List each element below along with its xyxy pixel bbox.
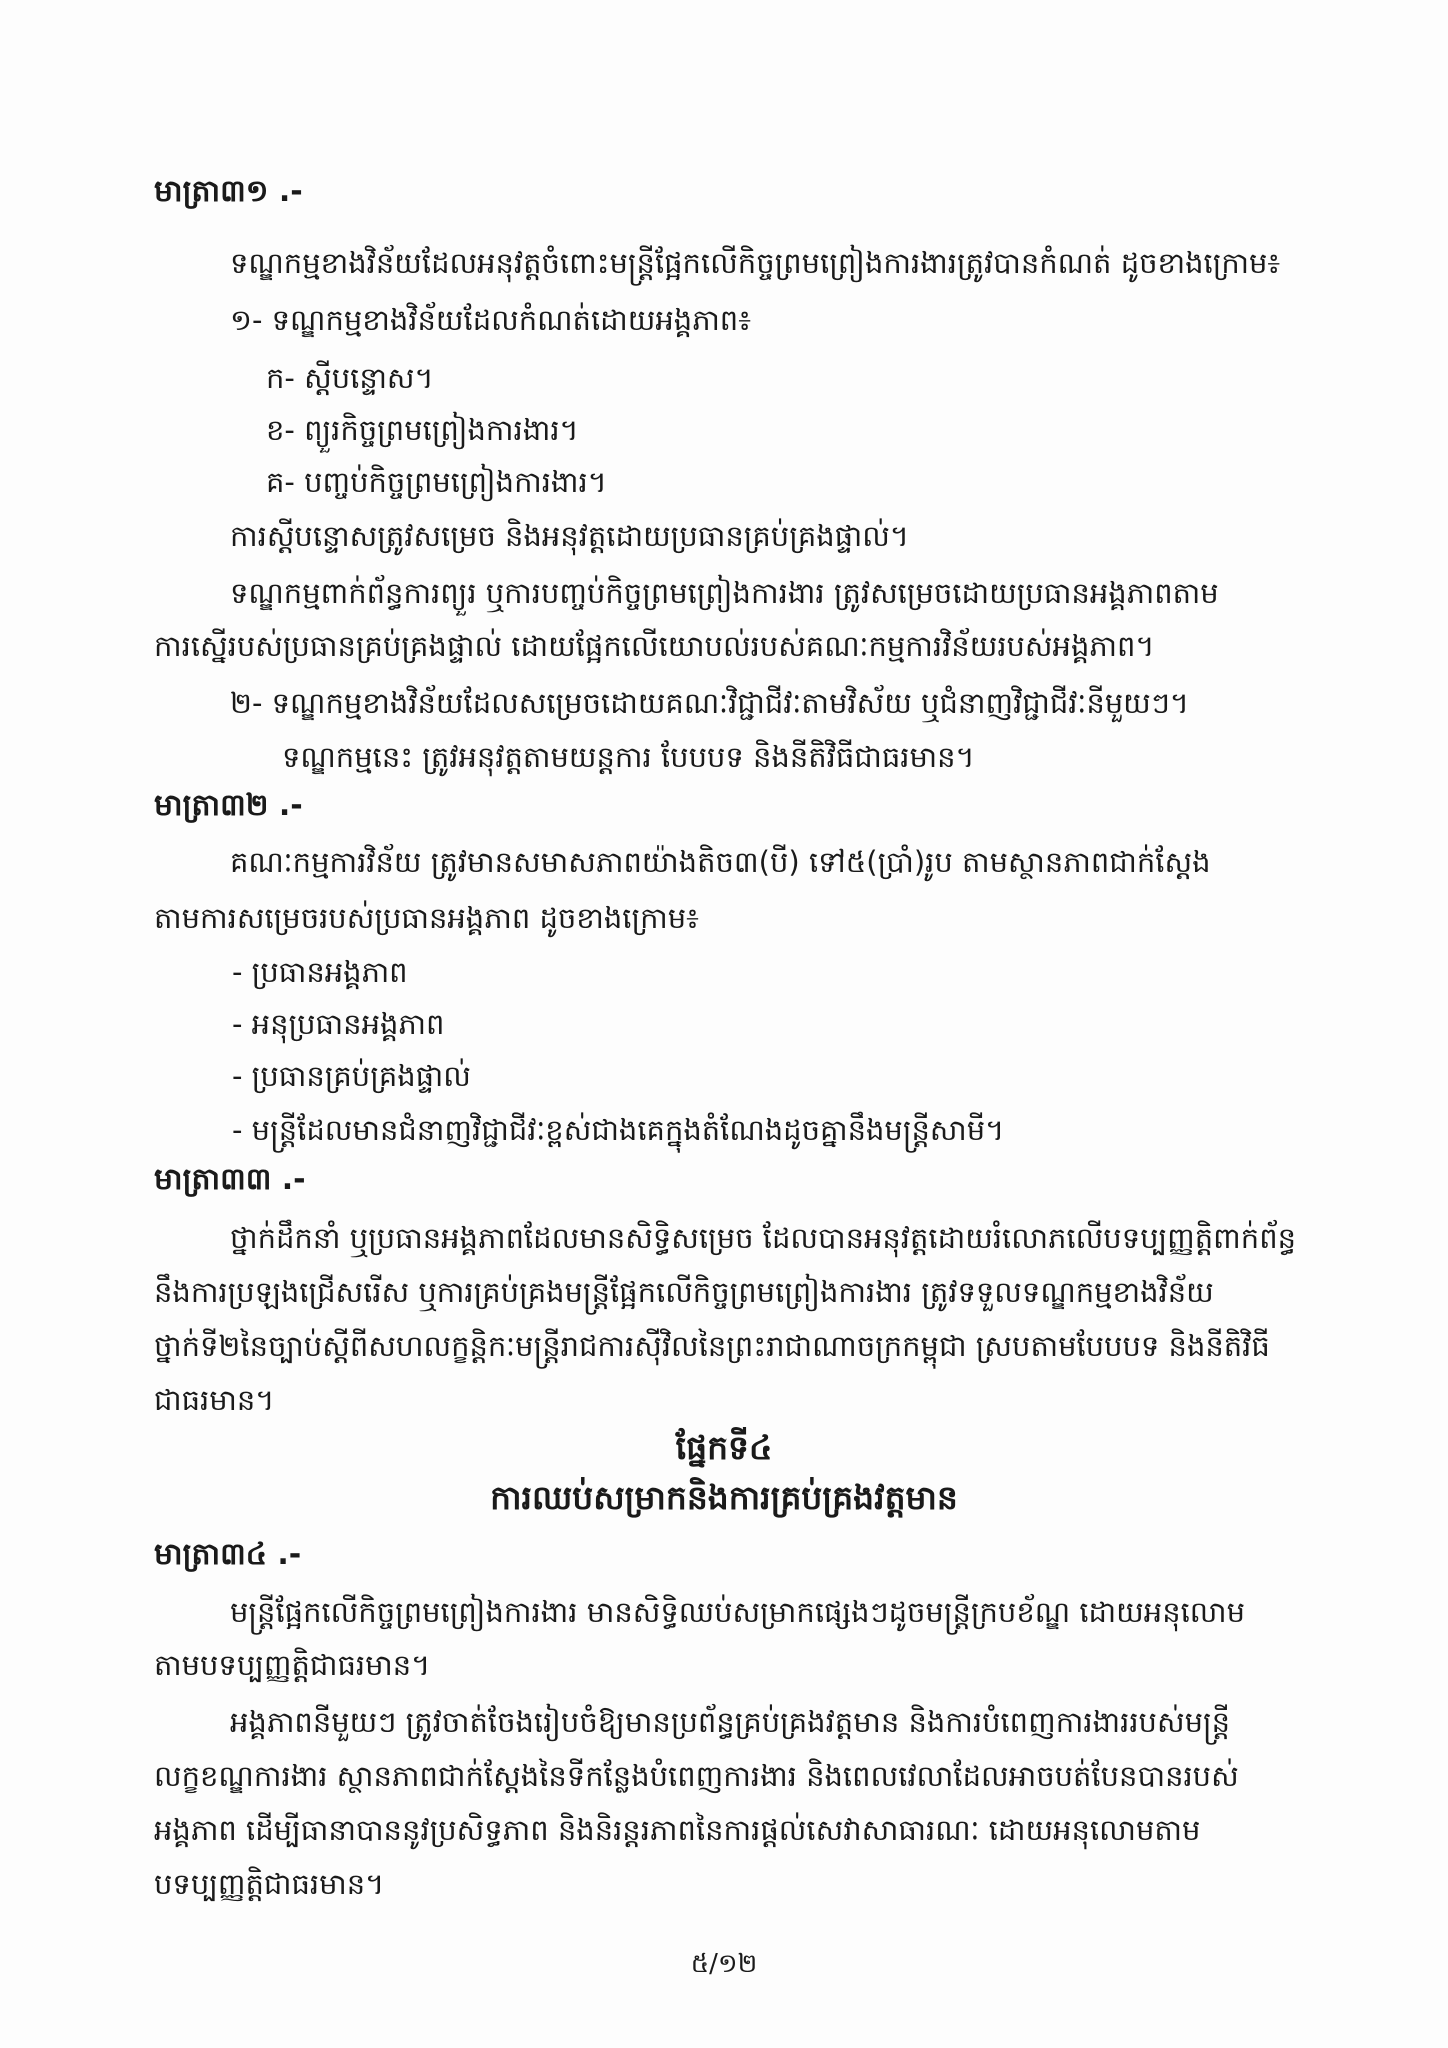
article-33-line: ជាធរមាន។ xyxy=(154,1383,275,1417)
article-34-para-2-line: បទប្បញ្ញត្តិជាធរមាន។ xyxy=(154,1867,385,1901)
article-31-sub-a: ក- ស្តីបន្ទោស។ xyxy=(266,361,434,395)
article-34-para-1-line-1: មន្ត្រីផ្អែកលើកិច្ចព្រមព្រៀងការងារ មានសិទ្ធិឈប់សម្រាកផ្សេងៗដូចមន្ត្រីក្របខ័ណ្ឌ ដោយអនុលោម xyxy=(230,1595,1246,1629)
article-32-member: - អនុប្រធានអង្គភាព xyxy=(232,1007,445,1041)
article-31-heading: មាត្រា៣១ .- xyxy=(154,174,303,209)
article-33-heading: មាត្រា៣៣ .- xyxy=(154,1162,306,1197)
article-31-sub-c: គ- បញ្ចប់កិច្ចព្រមព្រៀងការងារ។ xyxy=(266,465,607,499)
article-32-heading: មាត្រា៣២ .- xyxy=(154,788,303,823)
article-34-para-2-line: លក្ខខណ្ឌការងារ ស្ថានភាពជាក់ស្តែងនៃទីកន្លែងបំពេញការងារ និងពេលវេលាដែលអាចបត់បែនបានរបស់ xyxy=(154,1759,1239,1793)
article-31-intro: ទណ្ឌកម្មខាងវិន័យដែលអនុវត្តចំពោះមន្ត្រីផ្អែកលើកិច្ចព្រមព្រៀងការងារត្រូវបានកំណត់ ដូចខាងក្រោម៖ xyxy=(230,246,1281,280)
article-32-member: - ប្រធានអង្គភាព xyxy=(232,955,408,989)
article-32-member: - ប្រធានគ្រប់គ្រងផ្ទាល់ xyxy=(232,1059,471,1093)
article-31-item-2-note: ទណ្ឌកម្មនេះ ត្រូវអនុវត្តតាមយន្តការ បែបបទ និងនីតិវិធីជាធរមាន។ xyxy=(282,740,975,774)
article-34-para-2-line: អង្គភាព ដើម្បីធានាបាននូវប្រសិទ្ធភាព និងនិរន្តរភាពនៃការផ្តល់សេវាសាធារណៈ ដោយអនុលោមតាម xyxy=(154,1813,1201,1847)
article-34-para-1-line-2: តាមបទប្បញ្ញត្តិជាធរមាន។ xyxy=(154,1648,431,1682)
article-33-line: ថ្នាក់ដឹកនាំ ឬប្រធានអង្គភាពដែលមានសិទ្ធិសម្រេច ដែលបានអនុវត្តដោយរំលោភលើបទប្បញ្ញត្តិពាក់ព័ន្ធ xyxy=(230,1221,1297,1255)
article-33-line: នឹងការប្រឡងជ្រើសរើស ឬការគ្រប់គ្រងមន្ត្រីផ្អែកលើកិច្ចព្រមព្រៀងការងារ ត្រូវទទួលទណ្ឌកម្មខាងវិន័យ xyxy=(154,1275,1214,1309)
article-34-para-2-line: អង្គភាពនីមួយៗ ត្រូវចាត់ចែងរៀបចំឱ្យមានប្រព័ន្ធគ្រប់គ្រងវត្តមាន និងការបំពេញការងាររបស់មន្ត្រី xyxy=(230,1705,1231,1739)
article-31-para-2-line-2: ការស្នើរបស់ប្រធានគ្រប់គ្រងផ្ទាល់ ដោយផ្អែកលើយោបល់របស់គណៈកម្មការវិន័យរបស់អង្គភាព។ xyxy=(154,629,1155,663)
article-34-heading: មាត្រា៣៤ .- xyxy=(154,1537,302,1572)
article-31-sub-b: ខ- ព្យួរកិច្ចព្រមព្រៀងការងារ។ xyxy=(266,413,579,447)
article-32-member: - មន្ត្រីដែលមានជំនាញវិជ្ជាជីវៈខ្ពស់ជាងគេក្នុងតំណែងដូចគ្នានឹងមន្ត្រីសាមី។ xyxy=(232,1113,1005,1147)
article-31-para-2-line-1: ទណ្ឌកម្មពាក់ព័ន្ធការព្យួរ ឬការបញ្ចប់កិច្ចព្រមព្រៀងការងារ ត្រូវសម្រេចដោយប្រធានអង្គភាពតាម xyxy=(230,576,1219,610)
article-33-line: ថ្នាក់ទី២នៃច្បាប់ស្តីពីសហលក្ខន្តិកៈមន្ត្រីរាជការស៊ីវិលនៃព្រះរាជាណាចក្រកម្ពុជា ស្របតាមបែបបទ និងនីតិវិធី xyxy=(154,1329,1270,1363)
article-32-intro-line-1: គណៈកម្មការវិន័យ ត្រូវមានសមាសភាពយ៉ាងតិច៣(បី) ទៅ៥(ប្រាំ)រូប តាមស្ថានភាពជាក់ស្តែង xyxy=(230,845,1211,879)
article-31-para-1: ការស្តីបន្ទោសត្រូវសម្រេច និងអនុវត្តដោយប្រធានគ្រប់គ្រងផ្ទាល់។ xyxy=(230,519,909,553)
article-31-item-1: ១- ទណ្ឌកម្មខាងវិន័យដែលកំណត់ដោយអង្គភាព៖ xyxy=(230,303,751,337)
part-4-title: ផ្នែកទី៤ xyxy=(675,1428,773,1467)
part-4-subtitle: ការឈប់សម្រាកនិងការគ្រប់គ្រងវត្តមាន xyxy=(490,1478,958,1517)
article-31-item-2: ២- ទណ្ឌកម្មខាងវិន័យដែលសម្រេចដោយគណៈវិជ្ជាជីវៈតាមវិស័យ ឬជំនាញវិជ្ជាជីវៈនីមួយៗ។ xyxy=(230,686,1190,720)
page-number: ៥/១២ xyxy=(690,1949,758,1979)
article-32-intro-line-2: តាមការសម្រេចរបស់ប្រធានអង្គភាព ដូចខាងក្រោម៖ xyxy=(154,901,699,935)
